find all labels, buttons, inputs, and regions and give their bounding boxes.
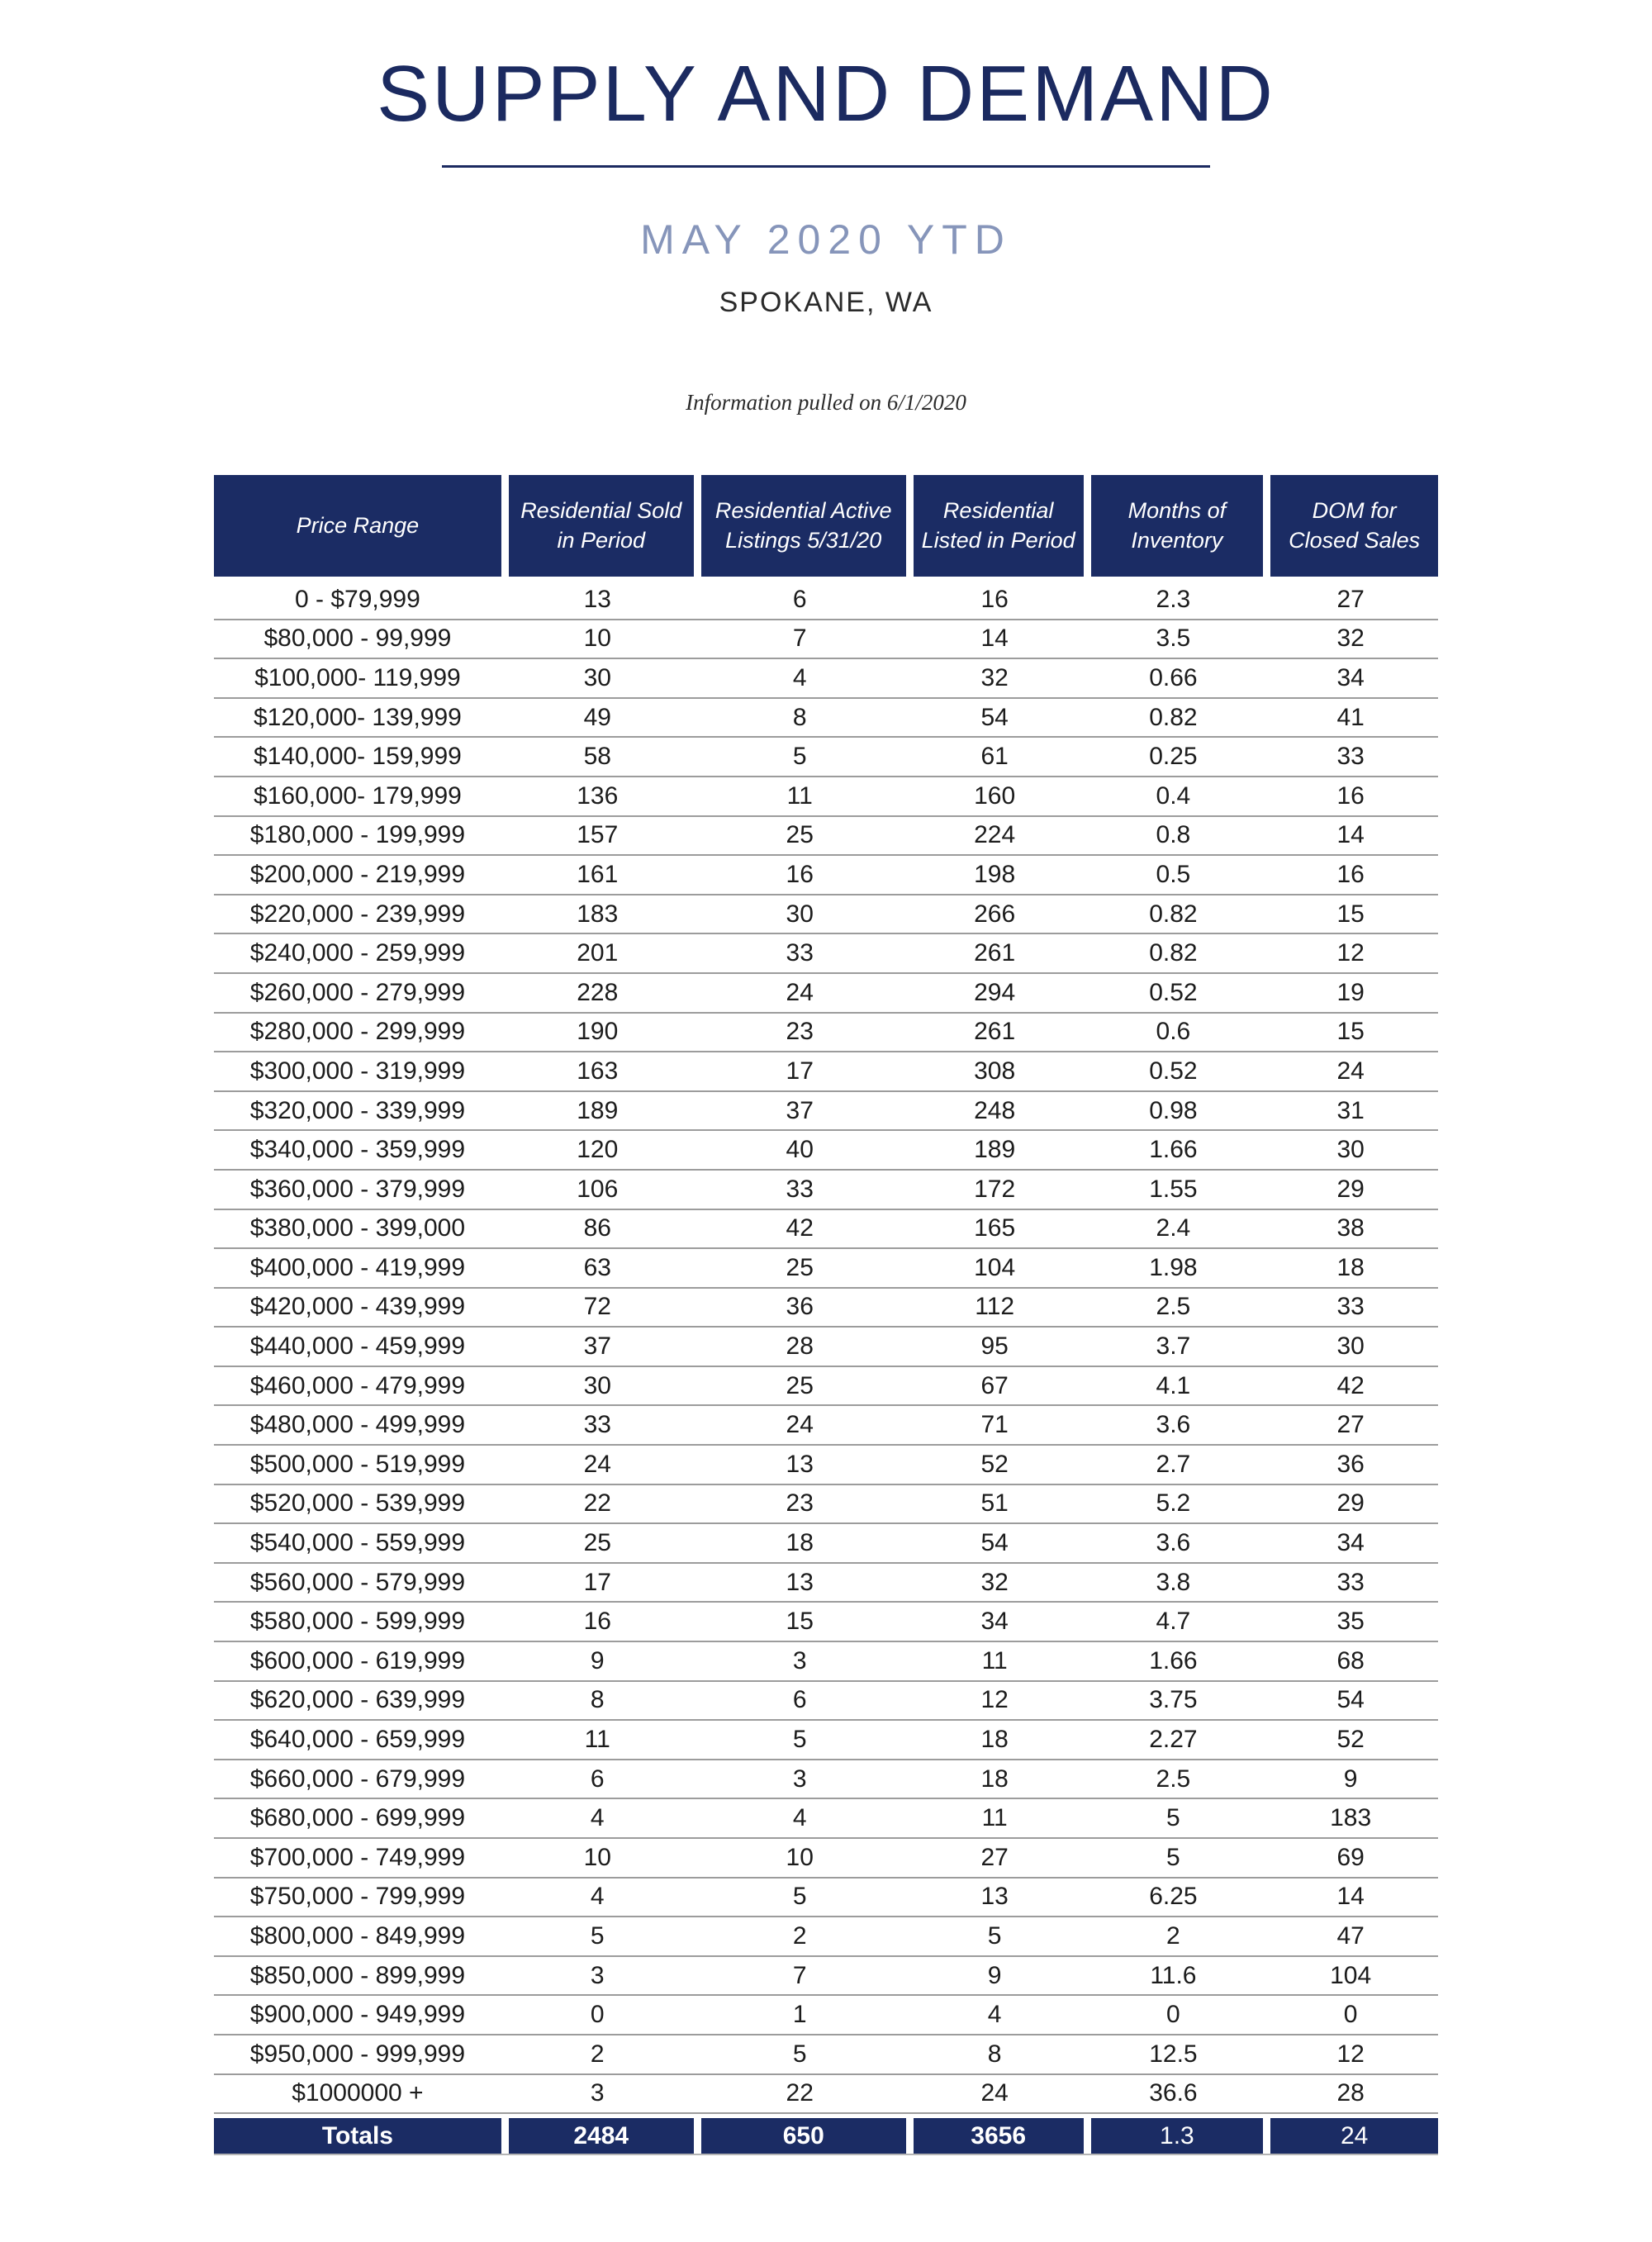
value-cell: 0 <box>1343 2001 1358 2029</box>
value-cell: 16 <box>786 860 814 888</box>
totals-months-of-inventory: 1.3 <box>1084 2118 1264 2154</box>
value-cell: 189 <box>577 1096 619 1124</box>
value-cell: 95 <box>980 1332 1009 1361</box>
table-row <box>214 1879 1438 1918</box>
value-cell: 58 <box>583 743 611 771</box>
value-cell: 261 <box>974 939 1016 967</box>
value-cell: 63 <box>583 1253 611 1281</box>
value-cell: 30 <box>1336 1332 1365 1361</box>
table-header-row <box>214 475 1438 577</box>
table-row <box>214 1996 1438 2035</box>
value-cell: 165 <box>974 1214 1016 1242</box>
value-cell: 0.8 <box>1156 821 1191 849</box>
value-cell: 1 <box>792 2001 807 2029</box>
table-row <box>214 1289 1438 1328</box>
value-cell: 14 <box>980 625 1009 653</box>
value-cell: 4.1 <box>1156 1371 1191 1399</box>
table-row <box>214 1131 1438 1171</box>
value-cell: 16 <box>1336 781 1365 810</box>
price-range-cell: $900,000 - 949,999 <box>249 2001 466 2029</box>
value-cell: 172 <box>974 1175 1016 1203</box>
value-cell: 18 <box>1336 1253 1365 1281</box>
value-cell: 9 <box>590 1646 605 1674</box>
title-underline <box>442 165 1210 168</box>
value-cell: 22 <box>786 2079 814 2107</box>
price-range-cell: $300,000 - 319,999 <box>249 1057 466 1085</box>
value-cell: 42 <box>1336 1371 1365 1399</box>
price-range-cell: $1000000 + <box>292 2079 424 2107</box>
column-header-active-listings: Residential Active Listings 5/31/20 <box>694 475 906 577</box>
table-row <box>214 1957 1438 1997</box>
totals-sold-in-period: 2484 <box>501 2118 694 2154</box>
table-row <box>214 2075 1438 2115</box>
value-cell: 52 <box>980 1450 1009 1478</box>
price-range-cell: 0 - $79,999 <box>295 585 420 613</box>
value-cell: 5.2 <box>1156 1489 1191 1518</box>
value-cell: 30 <box>786 900 814 928</box>
value-cell: 24 <box>786 978 814 1006</box>
price-range-cell: $360,000 - 379,999 <box>249 1175 466 1203</box>
totals-active-listings: 650 <box>694 2118 906 2154</box>
value-cell: 7 <box>792 1961 807 1989</box>
value-cell: 0.52 <box>1149 978 1198 1006</box>
value-cell: 112 <box>975 1293 1015 1321</box>
price-range-cell: $420,000 - 439,999 <box>249 1293 466 1321</box>
value-cell: 17 <box>786 1057 814 1085</box>
value-cell: 4 <box>792 663 807 691</box>
value-cell: 261 <box>974 1018 1016 1046</box>
value-cell: 36 <box>1336 1450 1365 1478</box>
value-cell: 0 <box>1166 2001 1180 2029</box>
value-cell: 36 <box>786 1293 814 1321</box>
value-cell: 34 <box>1336 1529 1365 1557</box>
value-cell: 3.7 <box>1156 1332 1191 1361</box>
value-cell: 69 <box>1336 1843 1365 1871</box>
value-cell: 24 <box>583 1450 611 1478</box>
price-range-cell: $320,000 - 339,999 <box>249 1096 466 1124</box>
column-header-listed-in-period: Residential Listed in Period <box>906 475 1084 577</box>
price-range-cell: $340,000 - 359,999 <box>249 1136 466 1164</box>
value-cell: 27 <box>1336 585 1365 613</box>
table-row <box>214 974 1438 1014</box>
value-cell: 29 <box>1336 1489 1365 1518</box>
table-body <box>214 581 1438 2114</box>
price-range-cell: $480,000 - 499,999 <box>249 1411 466 1439</box>
value-cell: 0.66 <box>1149 663 1198 691</box>
value-cell: 120 <box>577 1136 619 1164</box>
table-row <box>214 1721 1438 1760</box>
value-cell: 32 <box>980 1568 1009 1596</box>
value-cell: 30 <box>583 1371 611 1399</box>
value-cell: 308 <box>974 1057 1016 1085</box>
value-cell: 13 <box>583 585 611 613</box>
table-row <box>214 777 1438 817</box>
value-cell: 33 <box>1336 1293 1365 1321</box>
table-row <box>214 1760 1438 1800</box>
value-cell: 0.25 <box>1149 743 1198 771</box>
value-cell: 2.5 <box>1156 1293 1191 1321</box>
value-cell: 2.27 <box>1149 1726 1198 1754</box>
price-range-cell: $800,000 - 849,999 <box>249 1921 466 1950</box>
value-cell: 54 <box>980 1529 1009 1557</box>
value-cell: 3.75 <box>1149 1686 1198 1714</box>
value-cell: 1.98 <box>1149 1253 1198 1281</box>
table-row <box>214 620 1438 660</box>
value-cell: 6.25 <box>1149 1883 1198 1911</box>
value-cell: 33 <box>786 1175 814 1203</box>
table-row <box>214 659 1438 699</box>
price-range-cell: $950,000 - 999,999 <box>249 2040 466 2068</box>
value-cell: 3 <box>792 1765 807 1793</box>
value-cell: 3.5 <box>1156 625 1191 653</box>
value-cell: 2 <box>1166 1921 1180 1950</box>
value-cell: 11 <box>981 1646 1008 1674</box>
price-range-cell: $280,000 - 299,999 <box>249 1018 466 1046</box>
totals-listed-in-period: 3656 <box>906 2118 1084 2154</box>
value-cell: 4 <box>792 1804 807 1832</box>
value-cell: 0.82 <box>1149 900 1198 928</box>
table-row <box>214 699 1438 739</box>
value-cell: 27 <box>1336 1411 1365 1439</box>
value-cell: 54 <box>980 703 1009 731</box>
value-cell: 30 <box>583 663 611 691</box>
value-cell: 31 <box>1336 1096 1365 1124</box>
value-cell: 52 <box>1336 1726 1365 1754</box>
table-row <box>214 1799 1438 1839</box>
price-range-cell: $400,000 - 419,999 <box>249 1253 466 1281</box>
value-cell: 4 <box>987 2001 1002 2029</box>
value-cell: 18 <box>786 1529 814 1557</box>
table-row <box>214 1839 1438 1879</box>
value-cell: 8 <box>987 2040 1002 2068</box>
value-cell: 0.5 <box>1156 860 1191 888</box>
value-cell: 163 <box>577 1057 619 1085</box>
value-cell: 3.8 <box>1156 1568 1191 1596</box>
price-range-cell: $200,000 - 219,999 <box>249 860 466 888</box>
value-cell: 4 <box>590 1883 605 1911</box>
value-cell: 3 <box>590 1961 605 1989</box>
value-cell: 16 <box>980 585 1009 613</box>
value-cell: 25 <box>583 1529 611 1557</box>
value-cell: 0.82 <box>1149 939 1198 967</box>
value-cell: 36.6 <box>1149 2079 1198 2107</box>
price-range-cell: $640,000 - 659,999 <box>249 1726 466 1754</box>
value-cell: 19 <box>1336 978 1365 1006</box>
price-range-cell: $500,000 - 519,999 <box>249 1450 466 1478</box>
value-cell: 7 <box>792 625 807 653</box>
value-cell: 3 <box>792 1646 807 1674</box>
price-range-cell: $850,000 - 899,999 <box>249 1961 466 1989</box>
table-row <box>214 1642 1438 1682</box>
value-cell: 34 <box>1336 663 1365 691</box>
value-cell: 32 <box>980 663 1009 691</box>
totals-label: Totals <box>214 2118 501 2154</box>
price-range-cell: $750,000 - 799,999 <box>249 1883 466 1911</box>
price-range-cell: $220,000 - 239,999 <box>249 900 466 928</box>
price-range-cell: $460,000 - 479,999 <box>249 1371 466 1399</box>
value-cell: 8 <box>792 703 807 731</box>
value-cell: 25 <box>786 1253 814 1281</box>
value-cell: 11 <box>981 1804 1008 1832</box>
table-row <box>214 1249 1438 1289</box>
value-cell: 0.6 <box>1156 1018 1191 1046</box>
value-cell: 189 <box>974 1136 1016 1164</box>
price-range-cell: $380,000 - 399,000 <box>249 1214 466 1242</box>
column-header-months-of-inventory: Months of Inventory <box>1084 475 1264 577</box>
page-title: SUPPLY AND DEMAND <box>377 50 1275 138</box>
value-cell: 2 <box>792 1921 807 1950</box>
totals-dom-closed-sales: 24 <box>1263 2118 1438 2154</box>
price-range-cell: $520,000 - 539,999 <box>249 1489 466 1518</box>
table-row <box>214 738 1438 777</box>
table-row <box>214 1446 1438 1485</box>
value-cell: 248 <box>974 1096 1016 1124</box>
value-cell: 12 <box>1336 939 1365 967</box>
table-row <box>214 1917 1438 1957</box>
report-period-subtitle: MAY 2020 YTD <box>640 216 1012 263</box>
value-cell: 12.5 <box>1149 2040 1198 2068</box>
value-cell: 0.52 <box>1149 1057 1198 1085</box>
value-cell: 160 <box>974 781 1016 810</box>
price-range-cell: $620,000 - 639,999 <box>249 1686 466 1714</box>
price-range-cell: $660,000 - 679,999 <box>249 1765 466 1793</box>
column-header-sold-in-period: Residential Sold in Period <box>501 475 694 577</box>
value-cell: 1.55 <box>1149 1175 1198 1203</box>
value-cell: 104 <box>974 1253 1016 1281</box>
value-cell: 12 <box>1336 2040 1365 2068</box>
price-range-cell: $260,000 - 279,999 <box>249 978 466 1006</box>
value-cell: 22 <box>583 1489 611 1518</box>
table-row <box>214 2035 1438 2075</box>
value-cell: 23 <box>786 1018 814 1046</box>
value-cell: 54 <box>1336 1686 1365 1714</box>
value-cell: 0.98 <box>1149 1096 1198 1124</box>
value-cell: 15 <box>1336 900 1365 928</box>
value-cell: 12 <box>980 1686 1009 1714</box>
value-cell: 23 <box>786 1489 814 1518</box>
value-cell: 13 <box>786 1450 814 1478</box>
value-cell: 28 <box>1336 2079 1365 2107</box>
value-cell: 190 <box>577 1018 619 1046</box>
value-cell: 198 <box>974 860 1016 888</box>
value-cell: 16 <box>583 1608 611 1636</box>
table-row <box>214 1682 1438 1722</box>
value-cell: 104 <box>1330 1961 1372 1989</box>
table-row <box>214 581 1438 620</box>
value-cell: 49 <box>583 703 611 731</box>
table-row <box>214 934 1438 974</box>
value-cell: 18 <box>980 1765 1009 1793</box>
value-cell: 5 <box>792 1726 807 1754</box>
value-cell: 25 <box>786 1371 814 1399</box>
value-cell: 2.3 <box>1156 585 1191 613</box>
value-cell: 5 <box>792 2040 807 2068</box>
value-cell: 10 <box>583 1843 611 1871</box>
value-cell: 28 <box>786 1332 814 1361</box>
column-header-price-range: Price Range <box>214 475 501 577</box>
value-cell: 266 <box>974 900 1016 928</box>
column-header-dom-closed-sales: DOM for Closed Sales <box>1263 475 1438 577</box>
table-row <box>214 1367 1438 1407</box>
supply-demand-table <box>214 475 1438 2155</box>
value-cell: 33 <box>786 939 814 967</box>
info-pulled-note: Information pulled on 6/1/2020 <box>686 390 966 415</box>
value-cell: 86 <box>583 1214 611 1242</box>
table-row <box>214 1052 1438 1092</box>
value-cell: 183 <box>577 900 619 928</box>
value-cell: 67 <box>980 1371 1009 1399</box>
value-cell: 51 <box>980 1489 1009 1518</box>
price-range-cell: $700,000 - 749,999 <box>249 1843 466 1871</box>
value-cell: 0.4 <box>1156 781 1191 810</box>
price-range-cell: $440,000 - 459,999 <box>249 1332 466 1361</box>
table-row <box>214 895 1438 935</box>
value-cell: 3.6 <box>1156 1411 1191 1439</box>
value-cell: 71 <box>980 1411 1009 1439</box>
value-cell: 5 <box>792 743 807 771</box>
table-row <box>214 1485 1438 1525</box>
value-cell: 157 <box>577 821 619 849</box>
table-row <box>214 1524 1438 1564</box>
value-cell: 2 <box>590 2040 605 2068</box>
value-cell: 8 <box>590 1686 605 1714</box>
value-cell: 11.6 <box>1150 1961 1197 1989</box>
value-cell: 14 <box>1336 821 1365 849</box>
value-cell: 136 <box>577 781 619 810</box>
value-cell: 37 <box>583 1332 611 1361</box>
value-cell: 25 <box>786 821 814 849</box>
table-totals-row <box>214 2118 1438 2155</box>
value-cell: 32 <box>1336 625 1365 653</box>
table-row <box>214 1014 1438 1053</box>
price-range-cell: $160,000- 179,999 <box>253 781 462 810</box>
value-cell: 2.4 <box>1156 1214 1191 1242</box>
value-cell: 2.7 <box>1156 1450 1191 1478</box>
value-cell: 16 <box>1336 860 1365 888</box>
value-cell: 24 <box>786 1411 814 1439</box>
value-cell: 5 <box>590 1921 605 1950</box>
price-range-cell: $240,000 - 259,999 <box>249 939 466 967</box>
value-cell: 4 <box>590 1804 605 1832</box>
value-cell: 34 <box>980 1608 1009 1636</box>
value-cell: 42 <box>786 1214 814 1242</box>
value-cell: 1.66 <box>1149 1136 1198 1164</box>
value-cell: 18 <box>980 1726 1009 1754</box>
price-range-cell: $560,000 - 579,999 <box>249 1568 466 1596</box>
table-row <box>214 856 1438 895</box>
value-cell: 228 <box>577 978 619 1006</box>
price-range-cell: $540,000 - 559,999 <box>249 1529 466 1557</box>
price-range-cell: $180,000 - 199,999 <box>249 821 466 849</box>
value-cell: 15 <box>786 1608 814 1636</box>
value-cell: 68 <box>1336 1646 1365 1674</box>
price-range-cell: $580,000 - 599,999 <box>249 1608 466 1636</box>
value-cell: 24 <box>980 2079 1009 2107</box>
report-location: SPOKANE, WA <box>719 287 933 318</box>
value-cell: 37 <box>786 1096 814 1124</box>
value-cell: 29 <box>1336 1175 1365 1203</box>
value-cell: 5 <box>1166 1843 1180 1871</box>
value-cell: 161 <box>577 860 619 888</box>
table-row <box>214 817 1438 857</box>
value-cell: 1.66 <box>1149 1646 1198 1674</box>
value-cell: 38 <box>1336 1214 1365 1242</box>
value-cell: 106 <box>577 1175 619 1203</box>
table-row <box>214 1603 1438 1642</box>
value-cell: 201 <box>577 939 619 967</box>
value-cell: 183 <box>1330 1804 1372 1832</box>
price-range-cell: $100,000- 119,999 <box>254 663 461 691</box>
table-row <box>214 1171 1438 1210</box>
value-cell: 4.7 <box>1156 1608 1191 1636</box>
value-cell: 33 <box>583 1411 611 1439</box>
value-cell: 0.82 <box>1149 703 1198 731</box>
value-cell: 3.6 <box>1156 1529 1191 1557</box>
value-cell: 41 <box>1336 703 1365 731</box>
value-cell: 72 <box>583 1293 611 1321</box>
table-row <box>214 1092 1438 1132</box>
value-cell: 14 <box>1336 1883 1365 1911</box>
value-cell: 11 <box>584 1726 610 1754</box>
value-cell: 30 <box>1336 1136 1365 1164</box>
value-cell: 17 <box>583 1568 611 1596</box>
value-cell: 294 <box>974 978 1016 1006</box>
table-row <box>214 1564 1438 1603</box>
table-row <box>214 1210 1438 1250</box>
value-cell: 2.5 <box>1156 1765 1191 1793</box>
value-cell: 35 <box>1336 1608 1365 1636</box>
value-cell: 6 <box>590 1765 605 1793</box>
value-cell: 6 <box>792 585 807 613</box>
value-cell: 3 <box>590 2079 605 2107</box>
value-cell: 9 <box>987 1961 1002 1989</box>
value-cell: 13 <box>786 1568 814 1596</box>
price-range-cell: $680,000 - 699,999 <box>249 1804 466 1832</box>
table-row <box>214 1328 1438 1367</box>
value-cell: 40 <box>786 1136 814 1164</box>
value-cell: 33 <box>1336 743 1365 771</box>
value-cell: 27 <box>980 1843 1009 1871</box>
table-row <box>214 1406 1438 1446</box>
value-cell: 5 <box>792 1883 807 1911</box>
price-range-cell: $120,000- 139,999 <box>253 703 462 731</box>
value-cell: 47 <box>1336 1921 1365 1950</box>
price-range-cell: $140,000- 159,999 <box>253 743 462 771</box>
value-cell: 5 <box>1166 1804 1180 1832</box>
value-cell: 15 <box>1336 1018 1365 1046</box>
price-range-cell: $600,000 - 619,999 <box>249 1646 466 1674</box>
value-cell: 33 <box>1336 1568 1365 1596</box>
value-cell: 224 <box>974 821 1016 849</box>
value-cell: 24 <box>1336 1057 1365 1085</box>
price-range-cell: $80,000 - 99,999 <box>263 625 452 653</box>
value-cell: 10 <box>786 1843 814 1871</box>
value-cell: 61 <box>980 743 1009 771</box>
value-cell: 10 <box>583 625 611 653</box>
value-cell: 11 <box>786 781 813 810</box>
value-cell: 6 <box>792 1686 807 1714</box>
value-cell: 13 <box>980 1883 1009 1911</box>
value-cell: 9 <box>1343 1765 1358 1793</box>
value-cell: 5 <box>987 1921 1002 1950</box>
value-cell: 0 <box>590 2001 605 2029</box>
